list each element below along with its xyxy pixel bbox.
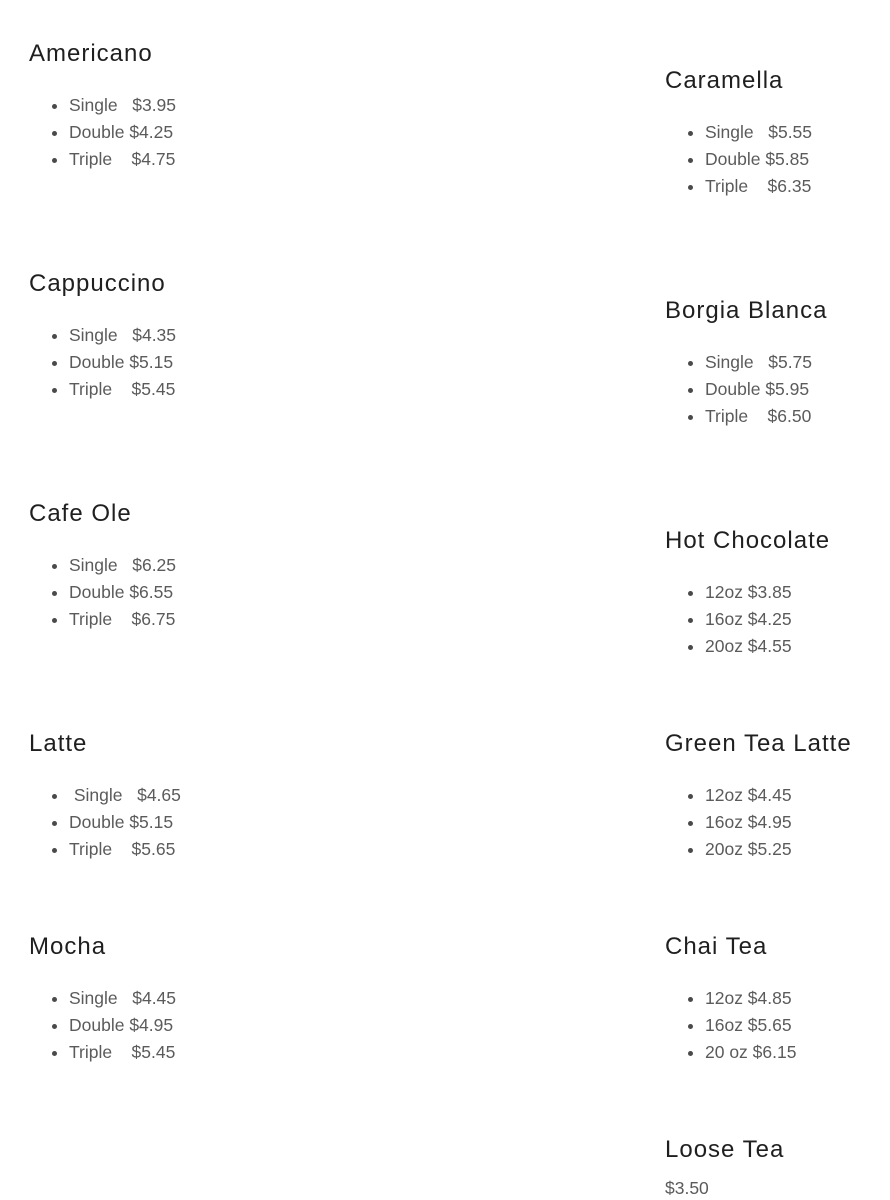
price-item: • Single $3.95 [69, 92, 269, 119]
menu-section-caramella [665, 67, 890, 200]
section-title: Cappuccino [29, 270, 166, 297]
price-item: • 16oz $4.25 [705, 606, 890, 633]
section-title: Cafe Ole [29, 500, 132, 527]
menu-section-green-tea-latte [665, 730, 890, 863]
price-item: • Triple $5.45 [69, 1039, 269, 1066]
price-item: • 20oz $5.25 [705, 836, 890, 863]
price-list [29, 552, 269, 633]
section-title: Loose Tea [665, 1136, 785, 1163]
menu-section-cafe-ole [29, 500, 269, 633]
price-item: • Triple $5.45 [69, 376, 269, 403]
section-title: Caramella [665, 67, 784, 94]
price-item: • Triple $6.75 [69, 606, 269, 633]
menu-section-hot-chocolate [665, 527, 890, 660]
price-list [665, 119, 890, 200]
price-item: • Triple $4.75 [69, 146, 269, 173]
menu-section-cappuccino [29, 270, 269, 403]
menu-section-mocha [29, 933, 269, 1066]
section-title: Hot Chocolate [665, 527, 831, 554]
price-item: • Triple $5.65 [69, 836, 269, 863]
price-list [29, 322, 269, 403]
price-list [665, 579, 890, 660]
price-item: • Single $6.25 [69, 552, 269, 579]
price-item: • 16oz $4.95 [705, 809, 890, 836]
section-title: Borgia Blanca [665, 297, 828, 324]
price-item: • Double $5.95 [705, 376, 890, 403]
price-item: • Double $5.85 [705, 146, 890, 173]
price-item: • Single $4.65 [69, 782, 269, 809]
section-title: Green Tea Latte [665, 730, 852, 757]
price-item: • Double $6.55 [69, 579, 269, 606]
price-item: • Single $4.35 [69, 322, 269, 349]
section-title: Chai Tea [665, 933, 768, 960]
price-list [665, 985, 890, 1066]
price-item: • Single $5.75 [705, 349, 890, 376]
menu-section-latte [29, 730, 269, 863]
section-title: Americano [29, 40, 153, 67]
price-item: • Double $4.95 [69, 1012, 269, 1039]
price-item: • 12oz $3.85 [705, 579, 890, 606]
menu-section-chai-tea [665, 933, 890, 1066]
price-item: • 12oz $4.45 [705, 782, 890, 809]
price-item: • Double $4.25 [69, 119, 269, 146]
section-title: Latte [29, 730, 88, 757]
price-list [29, 985, 269, 1066]
loose-tea-price: $3.50 [665, 1178, 709, 1198]
price-item: • Triple $6.50 [705, 403, 890, 430]
price-item: • Triple $6.35 [705, 173, 890, 200]
price-list [665, 349, 890, 430]
price-item: • Double $5.15 [69, 349, 269, 376]
section-title: Mocha [29, 933, 107, 960]
price-item: • 20 oz $6.15 [705, 1039, 890, 1066]
menu-section-americano [29, 40, 269, 173]
price-list [29, 92, 269, 173]
menu-section-loose-tea [665, 1136, 890, 1200]
price-item: • Double $5.15 [69, 809, 269, 836]
price-item: • 20oz $4.55 [705, 633, 890, 660]
menu-section-borgia-blanca [665, 297, 890, 430]
price-list [29, 782, 269, 863]
price-item: • Single $4.45 [69, 985, 269, 1012]
price-item: • 12oz $4.85 [705, 985, 890, 1012]
price-list [665, 782, 890, 863]
price-item: • Single $5.55 [705, 119, 890, 146]
price-item: • 16oz $5.65 [705, 1012, 890, 1039]
